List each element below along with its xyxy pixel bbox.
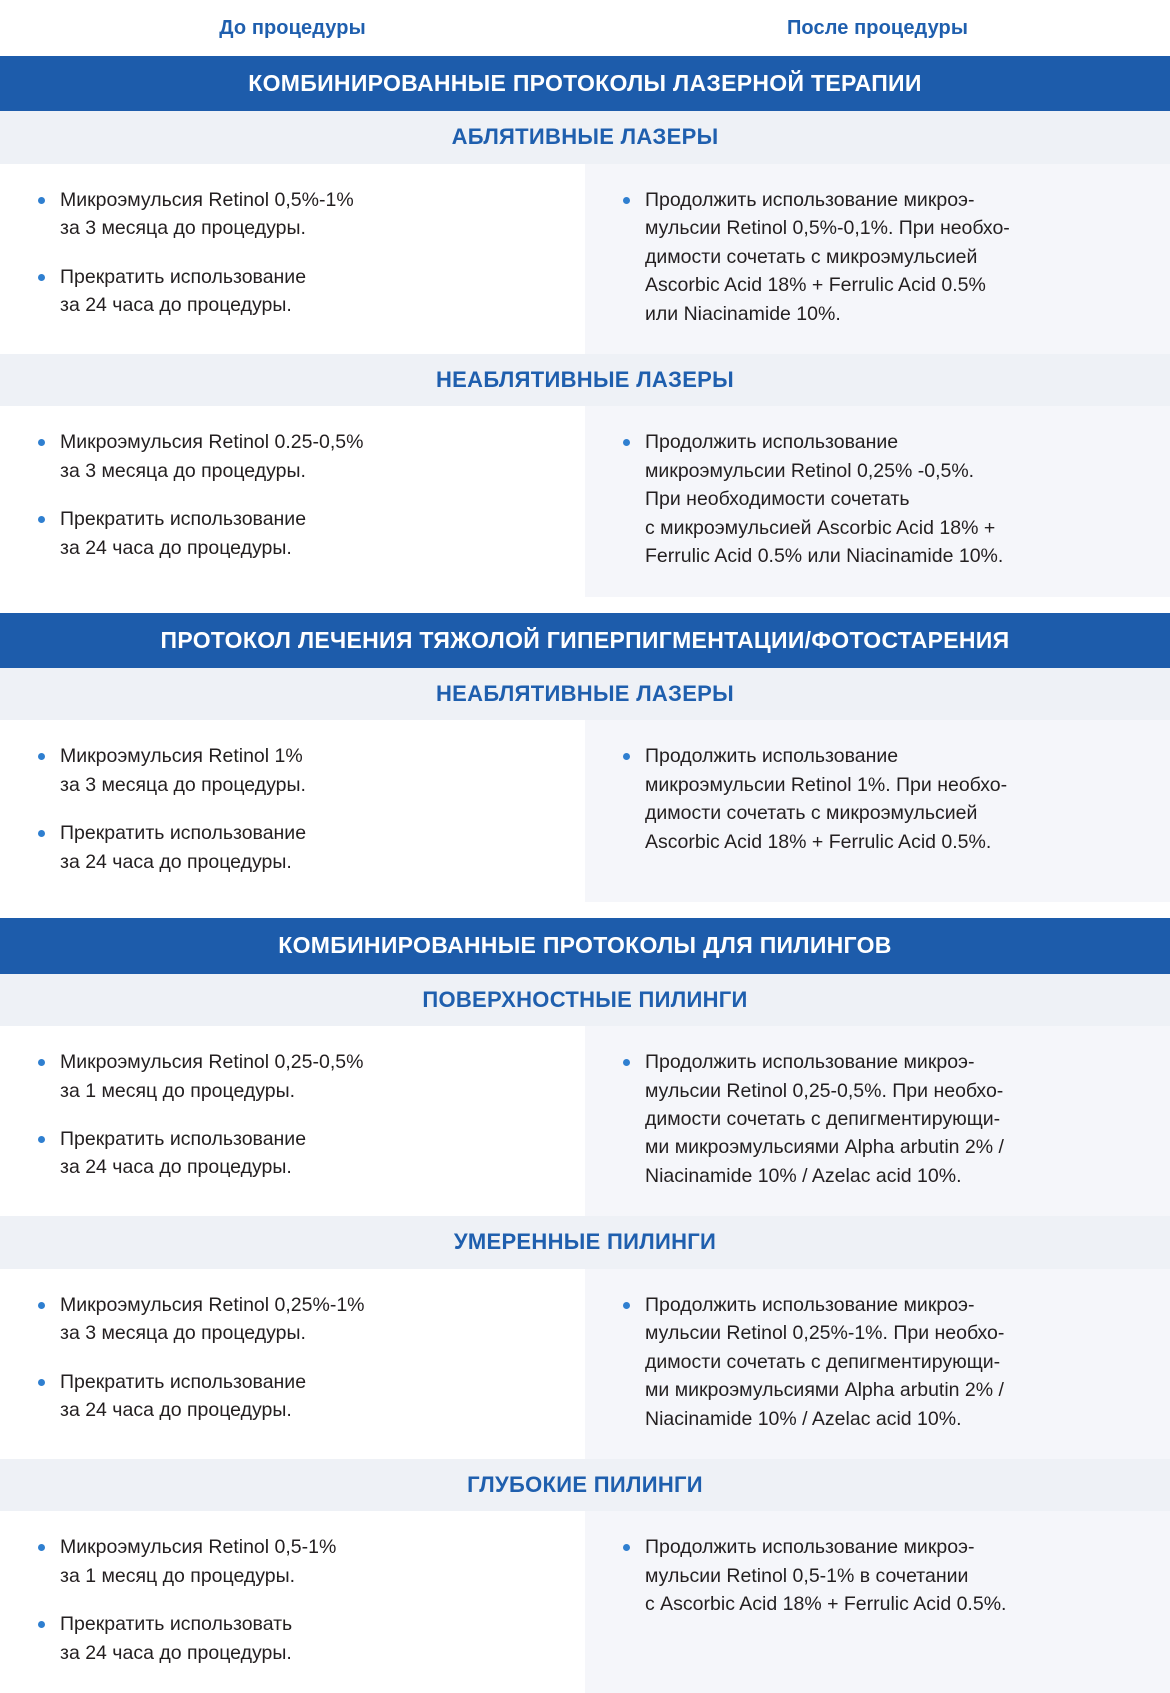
- list-item-line: с Ascorbic Acid 18% + Ferrulic Acid 0.5%.: [645, 1593, 1007, 1616]
- cell-after-procedure: [585, 720, 1170, 902]
- list-item-line: Микроэмульсия Retinol 0,25-0,5%: [60, 1051, 364, 1074]
- list-item-line: мульсии Retinol 0,25-0,5%. При необхо-: [645, 1079, 1004, 1102]
- cell-before-procedure: [0, 164, 585, 354]
- list-item: [34, 263, 555, 320]
- list-item-line: за 1 месяц до процедуры.: [60, 1564, 296, 1587]
- cell-before-procedure: [0, 1511, 585, 1693]
- list-item-line: ми микроэмульсиями Alpha arbutin 2% /: [645, 1136, 1004, 1159]
- cell-before-procedure: [0, 1269, 585, 1459]
- before-list: [34, 186, 555, 320]
- list-item: [34, 428, 555, 485]
- list-item: [619, 1533, 1140, 1618]
- before-list: [34, 1533, 555, 1667]
- after-list: [619, 1533, 1140, 1618]
- section-spacer: [0, 902, 1170, 918]
- cell-after-procedure: [585, 1026, 1170, 1216]
- section-title-band: КОМБИНИРОВАННЫЕ ПРОТОКОЛЫ ДЛЯ ПИЛИНГОВ: [0, 918, 1170, 973]
- list-item-line: Прекратить использование: [60, 265, 307, 288]
- column-header-before: До процедуры: [219, 16, 366, 39]
- list-item-line: димости сочетать с микроэмульсией: [645, 245, 978, 268]
- list-item: [34, 819, 555, 876]
- cell-before-procedure: [0, 720, 585, 902]
- list-item-line: димости сочетать с депигментирующи-: [645, 1108, 1001, 1130]
- list-item: [619, 1048, 1140, 1190]
- before-list: [34, 428, 555, 562]
- list-item-line: Микроэмульсия Retinol 1%: [60, 745, 303, 768]
- list-item: [34, 1048, 555, 1105]
- table-row: [0, 720, 1170, 902]
- subsection-title-band: НЕАБЛЯТИВНЫЕ ЛАЗЕРЫ: [0, 354, 1170, 406]
- list-item-line: с микроэмульсией Ascorbic Acid 18% +: [645, 516, 996, 539]
- section-title-band: ПРОТОКОЛ ЛЕЧЕНИЯ ТЯЖОЛОЙ ГИПЕРПИГМЕНТАЦИИ/ФОТОСТАРЕНИЯ: [0, 613, 1170, 668]
- table-row: [0, 1026, 1170, 1216]
- after-list: [619, 1291, 1140, 1433]
- list-item-line: за 24 часа до процедуры.: [60, 850, 292, 873]
- list-item: [34, 186, 555, 243]
- list-item-line: за 3 месяца до процедуры.: [60, 773, 306, 796]
- before-list: [34, 1048, 555, 1182]
- cell-before-procedure: [0, 406, 585, 596]
- list-item-line: Ascorbic Acid 18% + Ferrulic Acid 0.5%.: [645, 830, 992, 853]
- list-item-line: за 3 месяца до процедуры.: [60, 1322, 306, 1345]
- table-row: [0, 1269, 1170, 1459]
- table-row: [0, 406, 1170, 596]
- list-item-line: за 3 месяца до процедуры.: [60, 459, 306, 482]
- table-row: [0, 164, 1170, 354]
- list-item: [34, 1125, 555, 1182]
- sections-container: [0, 56, 1170, 1693]
- list-item: [34, 505, 555, 562]
- subsection-title-band: ГЛУБОКИЕ ПИЛИНГИ: [0, 1459, 1170, 1511]
- list-item: [34, 1291, 555, 1348]
- list-item-line: Микроэмульсия Retinol 0.25-0,5%: [60, 431, 364, 454]
- list-item-line: микроэмульсии Retinol 1%. При необхо-: [645, 773, 1008, 796]
- list-item-line: Прекратить использование: [60, 822, 307, 845]
- list-item-line: Микроэмульсия Retinol 0,5-1%: [60, 1536, 337, 1559]
- after-list: [619, 428, 1140, 570]
- list-item: [619, 186, 1140, 328]
- cell-before-procedure: [0, 1026, 585, 1216]
- list-item-line: Прекратить использование: [60, 508, 307, 531]
- list-item-line: за 3 месяца до процедуры.: [60, 217, 306, 240]
- list-item-line: Niacinamide 10% / Azelac acid 10%.: [645, 1407, 962, 1430]
- list-item-line: Микроэмульсия Retinol 0,5%-1%: [60, 188, 354, 211]
- list-item-line: за 24 часа до процедуры.: [60, 1641, 292, 1664]
- subsection-title-band: НЕАБЛЯТИВНЫЕ ЛАЗЕРЫ: [0, 668, 1170, 720]
- before-list: [34, 1291, 555, 1425]
- list-item-line: за 1 месяц до процедуры.: [60, 1079, 296, 1102]
- list-item-line: мульсии Retinol 0,5%-0,1%. При необхо-: [645, 217, 1010, 240]
- list-item: [619, 1291, 1140, 1433]
- column-header-after: После процедуры: [786, 16, 969, 39]
- subsection-title-band: УМЕРЕННЫЕ ПИЛИНГИ: [0, 1216, 1170, 1268]
- list-item-line: за 24 часа до процедуры.: [60, 1156, 292, 1179]
- section-spacer: [0, 597, 1170, 613]
- section-title-band: КОМБИНИРОВАННЫЕ ПРОТОКОЛЫ ЛАЗЕРНОЙ ТЕРАПИИ: [0, 56, 1170, 111]
- cell-after-procedure: [585, 1511, 1170, 1693]
- after-list: [619, 186, 1140, 328]
- list-item-line: Ascorbic Acid 18% + Ferrulic Acid 0.5%: [645, 274, 986, 297]
- list-item: [619, 428, 1140, 570]
- list-item: [619, 742, 1140, 856]
- list-item-line: за 24 часа до процедуры.: [60, 536, 292, 559]
- list-item-line: ми микроэмульсиями Alpha arbutin 2% /: [645, 1379, 1004, 1402]
- table-row: [0, 1511, 1170, 1693]
- list-item-line: мульсии Retinol 0,5-1% в сочетании: [645, 1564, 969, 1587]
- list-item-line: Продолжить использование микроэ-: [645, 1293, 975, 1316]
- subsection-title-band: ПОВЕРХНОСТНЫЕ ПИЛИНГИ: [0, 974, 1170, 1026]
- list-item-line: Продолжить использование: [645, 431, 899, 454]
- list-item-line: или Niacinamide 10%.: [645, 302, 841, 325]
- column-headers: [0, 0, 1170, 56]
- cell-after-procedure: [585, 164, 1170, 354]
- cell-after-procedure: [585, 406, 1170, 596]
- list-item: [34, 1533, 555, 1590]
- after-list: [619, 1048, 1140, 1190]
- list-item-line: за 24 часа до процедуры.: [60, 1399, 292, 1422]
- list-item: [34, 1368, 555, 1425]
- list-item-line: Продолжить использование: [645, 745, 899, 768]
- list-item-line: мульсии Retinol 0,25%-1%. При необхо-: [645, 1322, 1005, 1345]
- list-item-line: Прекратить использование: [60, 1370, 307, 1393]
- list-item-line: димости сочетать с микроэмульсией: [645, 802, 978, 825]
- list-item-line: Микроэмульсия Retinol 0,25%-1%: [60, 1293, 365, 1316]
- before-list: [34, 742, 555, 876]
- list-item: [34, 742, 555, 799]
- list-item-line: за 24 часа до процедуры.: [60, 294, 292, 317]
- after-list: [619, 742, 1140, 856]
- list-item-line: микроэмульсии Retinol 0,25% -0,5%.: [645, 459, 975, 482]
- list-item-line: Прекратить использовать: [60, 1613, 293, 1636]
- list-item-line: димости сочетать с депигментирующи-: [645, 1350, 1001, 1373]
- list-item-line: При необходимости сочетать: [645, 488, 910, 511]
- list-item-line: Продолжить использование микроэ-: [645, 188, 975, 211]
- cell-after-procedure: [585, 1269, 1170, 1459]
- list-item-line: Прекратить использование: [60, 1128, 307, 1150]
- list-item-line: Niacinamide 10% / Azelac acid 10%.: [645, 1164, 962, 1187]
- list-item: [34, 1610, 555, 1667]
- subsection-title-band: АБЛЯТИВНЫЕ ЛАЗЕРЫ: [0, 111, 1170, 163]
- list-item-line: Ferrulic Acid 0.5% или Niacinamide 10%.: [645, 545, 1004, 568]
- list-item-line: Продолжить использование микроэ-: [645, 1051, 975, 1074]
- list-item-line: Продолжить использование микроэ-: [645, 1536, 975, 1559]
